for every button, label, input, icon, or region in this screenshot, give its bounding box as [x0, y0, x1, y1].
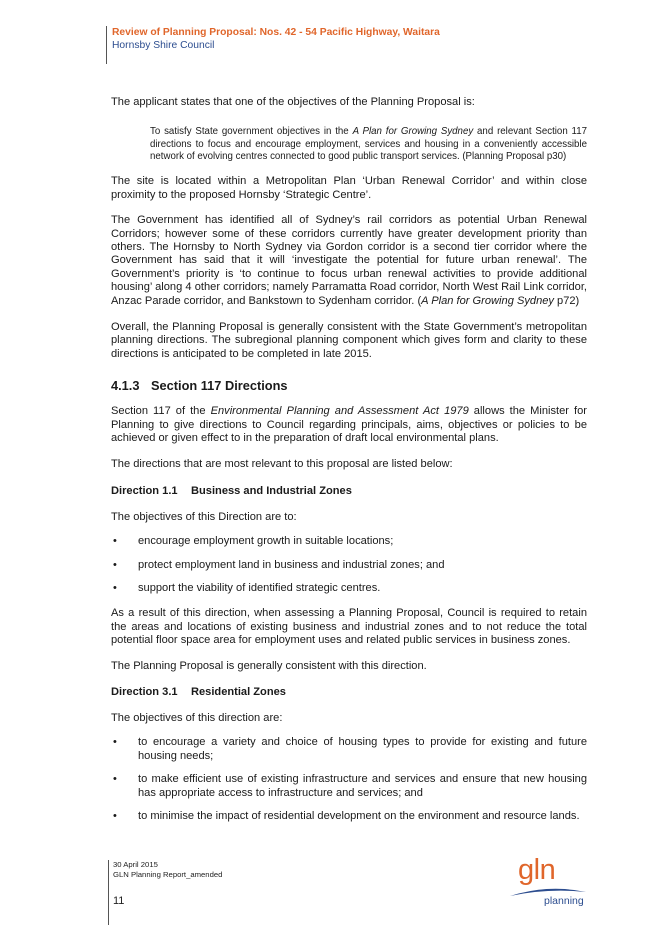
page-header: [106, 26, 440, 64]
quote-text-1: To satisfy State government objectives in the: [150, 126, 353, 138]
page-footer: [108, 860, 222, 925]
direction-3-title: Residential Zones: [191, 686, 286, 699]
block-quote: [150, 126, 587, 163]
paragraph-government-text: The Government has identified all of Sydney’s rail corridors as potential Urban Renewal Corridors; however some of these corridors currently have greater development priority than others. The Hornsby to North Sydney via Gordon corridor is a second tier corridor where the Government has said that it will ‘investigate the potential for future urban renewal’. The Government’s priority is ‘to continue to focus urban renewal activities to provide additional housing’ along 4 other corridors; namely Parramatta Road corridor, North West Rail Link corridor, Anzac Parade corridor, and Bankstown to Sydenham corridor. (: [111, 214, 587, 307]
gln-planning-logo: [508, 854, 588, 908]
bullet-icon: •: [113, 810, 117, 823]
paragraph-intro: The applicant states that one of the objectives of the Planning Proposal is:: [111, 96, 475, 108]
list-item-text: to minimise the impact of residential development on the environment and resource lands.: [138, 810, 580, 823]
bullet-icon: •: [113, 535, 117, 548]
footer-date: 30 April 2015: [113, 860, 158, 869]
list-item-text: to encourage a variety and choice of housing types to provide for existing and future housing needs;: [138, 736, 587, 762]
direction-3-heading: [111, 686, 587, 699]
document-body: [111, 96, 587, 823]
section-title: Section 117 Directions: [151, 378, 288, 394]
paragraph-government-italic: A Plan for Growing Sydney: [421, 294, 554, 307]
direction-1-number: Direction 1.1: [111, 484, 178, 497]
direction-1-heading: [111, 485, 587, 498]
paragraph-government: [111, 214, 587, 308]
bullet-icon: •: [113, 582, 117, 595]
direction-1-conclusion: The Planning Proposal is generally consistent with this direction.: [111, 659, 427, 672]
list-item: [111, 810, 587, 823]
footer-document-name: GLN Planning Report_amended: [113, 869, 223, 879]
list-item-text: encourage employment growth in suitable locations;: [138, 535, 394, 548]
quote-text-2: and relevant Section 117 directions to focus and encourage employment, services and housing in a conveniently accessible network of evolving centres connected to good public transport services. (Planning Proposal p30): [150, 126, 588, 162]
direction-1-list: [111, 535, 587, 595]
list-item-text: to make efficient use of existing infrastructure and services and ensure that new housing has appropriate access to infrastructure and services; and: [138, 773, 587, 799]
direction-3-list: [111, 736, 587, 823]
direction-3-intro: The objectives of this direction are:: [111, 712, 283, 725]
list-item: [111, 559, 587, 572]
direction-1-title: Business and Industrial Zones: [191, 484, 352, 497]
list-item: [111, 736, 587, 763]
paragraph-section117: [111, 405, 587, 445]
quote-italic: A Plan for Growing Sydney: [352, 126, 474, 138]
logo-wordmark: gln: [518, 854, 556, 886]
report-title: Review of Planning Proposal: Nos. 42 - 54 Pacific Highway, Waitara: [112, 27, 440, 38]
paragraph-overall: Overall, the Planning Proposal is generally consistent with the State Government’s metropolitan planning directions. The subregional planning component which gives form and clarity to these directions is anticipated to be completed in late 2015.: [111, 320, 587, 360]
list-item: [111, 535, 587, 548]
list-item: [111, 582, 587, 595]
direction-1-paragraph: As a result of this direction, when assessing a Planning Proposal, Council is required to retain the areas and locations of existing business and industrial zones and to not reduce the total potential floor space area for employment uses and related public services in business zones.: [111, 607, 587, 647]
list-item-text: support the viability of identified strategic centres.: [138, 582, 381, 595]
bullet-icon: •: [113, 773, 117, 786]
section-number: 4.1.3: [111, 378, 140, 394]
council-name: Hornsby Shire Council: [112, 40, 215, 51]
page-number: 11: [113, 895, 125, 907]
section117-text-1: Section 117 of the: [111, 405, 211, 418]
bullet-icon: •: [113, 558, 117, 571]
section117-italic: Environmental Planning and Assessment Act 1979: [210, 405, 469, 418]
section-heading: [111, 378, 587, 393]
paragraph-directions: The directions that are most relevant to this proposal are listed below:: [111, 458, 453, 471]
list-item: [111, 773, 587, 800]
paragraph-site: The site is located within a Metropolitan Plan ‘Urban Renewal Corridor’ and within close proximity to the proposed Hornsby ‘Strategic Centre’.: [111, 175, 587, 201]
paragraph-government-end: p72): [553, 294, 580, 307]
list-item-text: protect employment land in business and industrial zones; and: [138, 558, 445, 571]
section117-text-2: allows the Minister for Planning to give directions to Council regarding principals, aims, objectives or policies to be achieved or given effect to in the preparation of draft local environmental plans.: [111, 405, 587, 444]
logo-subtext: planning: [544, 895, 584, 907]
direction-1-intro: The objectives of this Direction are to:: [111, 510, 297, 523]
direction-3-number: Direction 3.1: [111, 686, 178, 699]
bullet-icon: •: [113, 736, 117, 749]
